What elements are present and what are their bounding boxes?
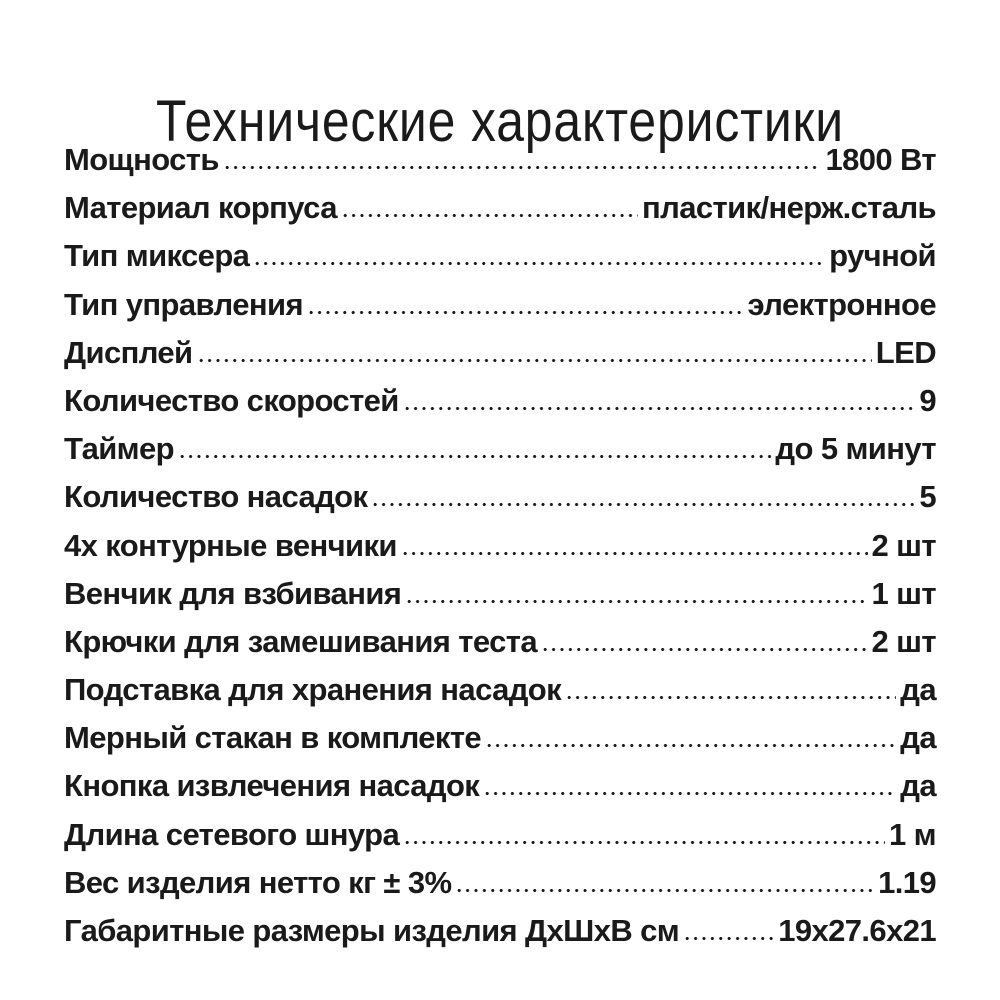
dot-leader <box>341 213 638 218</box>
spec-name: Габаритные размеры изделия ДхШхВ см <box>64 913 680 948</box>
spec-value: 2 шт <box>871 527 936 563</box>
spec-row-dough-hooks <box>64 618 936 666</box>
dot-leader <box>371 502 915 507</box>
spec-row-beating-whisk <box>64 570 936 618</box>
spec-value: 1 м <box>889 816 936 852</box>
dot-leader <box>403 406 916 411</box>
spec-name: Вес изделия нетто кг ± 3% <box>64 864 452 900</box>
spec-value: 1.19 <box>878 864 936 900</box>
spec-value: до 5 минут <box>775 431 936 467</box>
spec-value: да <box>900 720 936 756</box>
spec-row-contour-whisks <box>64 522 936 570</box>
spec-name: Подставка для хранения насадок <box>64 672 562 708</box>
dot-leader <box>455 888 874 893</box>
spec-name: Мощность <box>64 142 219 177</box>
dot-leader <box>485 743 896 748</box>
spec-row-net-weight <box>64 859 936 907</box>
spec-list <box>64 136 936 955</box>
dot-leader <box>307 310 744 315</box>
spec-row-display <box>64 329 936 377</box>
spec-value: пластик/нерж.сталь <box>642 190 936 226</box>
spec-value: 1 шт <box>871 575 936 611</box>
dot-leader <box>403 840 885 845</box>
spec-row-speed-count <box>64 377 936 425</box>
spec-name: Венчик для взбивания <box>64 575 402 611</box>
spec-value: ручной <box>829 238 936 274</box>
spec-name: Количество скоростей <box>64 382 399 418</box>
dot-leader <box>223 165 822 170</box>
spec-value: электронное <box>747 286 936 322</box>
spec-name: Количество насадок <box>64 479 368 515</box>
spec-name: Тип управления <box>64 286 303 322</box>
spec-value: 9 <box>919 382 936 418</box>
spec-name: Дисплей <box>64 334 193 370</box>
spec-value: 1800 Вт <box>825 142 936 177</box>
dot-leader <box>401 551 868 556</box>
spec-value: 5 <box>919 479 936 515</box>
spec-row-attachment-stand <box>64 666 936 714</box>
spec-row-cord-length <box>64 811 936 859</box>
spec-name: Крючки для замешивания теста <box>64 623 537 659</box>
dot-leader <box>178 454 771 459</box>
spec-row-control-type <box>64 281 936 329</box>
page-title: Технические характеристики <box>156 88 844 154</box>
dot-leader <box>541 647 868 652</box>
spec-name: 4х контурные венчики <box>64 527 397 563</box>
spec-row-body-material <box>64 184 936 232</box>
spec-value: 2 шт <box>871 623 936 659</box>
dot-leader <box>197 358 872 363</box>
spec-row-attachment-count <box>64 473 936 521</box>
spec-name: Тип миксера <box>64 238 250 274</box>
spec-value: 19x27.6x21 <box>778 913 936 948</box>
dot-leader <box>483 791 896 796</box>
dot-leader <box>405 599 867 604</box>
dot-leader <box>565 695 896 700</box>
spec-name: Кнопка извлечения насадок <box>64 768 480 804</box>
spec-value: да <box>900 672 936 708</box>
spec-name: Длина сетевого шнура <box>64 816 400 852</box>
spec-row-mixer-type <box>64 232 936 280</box>
spec-name: Мерный стакан в комплекте <box>64 720 482 756</box>
spec-name: Таймер <box>64 431 174 467</box>
spec-value: LED <box>875 334 936 370</box>
spec-row-eject-button <box>64 762 936 810</box>
spec-row-timer <box>64 425 936 473</box>
dot-leader <box>253 261 825 266</box>
spec-name: Материал корпуса <box>64 190 337 226</box>
spec-row-measuring-cup <box>64 714 936 762</box>
spec-row-power <box>64 136 936 184</box>
spec-row-dimensions <box>64 907 936 955</box>
dot-leader <box>683 936 774 941</box>
spec-value: да <box>900 768 936 804</box>
